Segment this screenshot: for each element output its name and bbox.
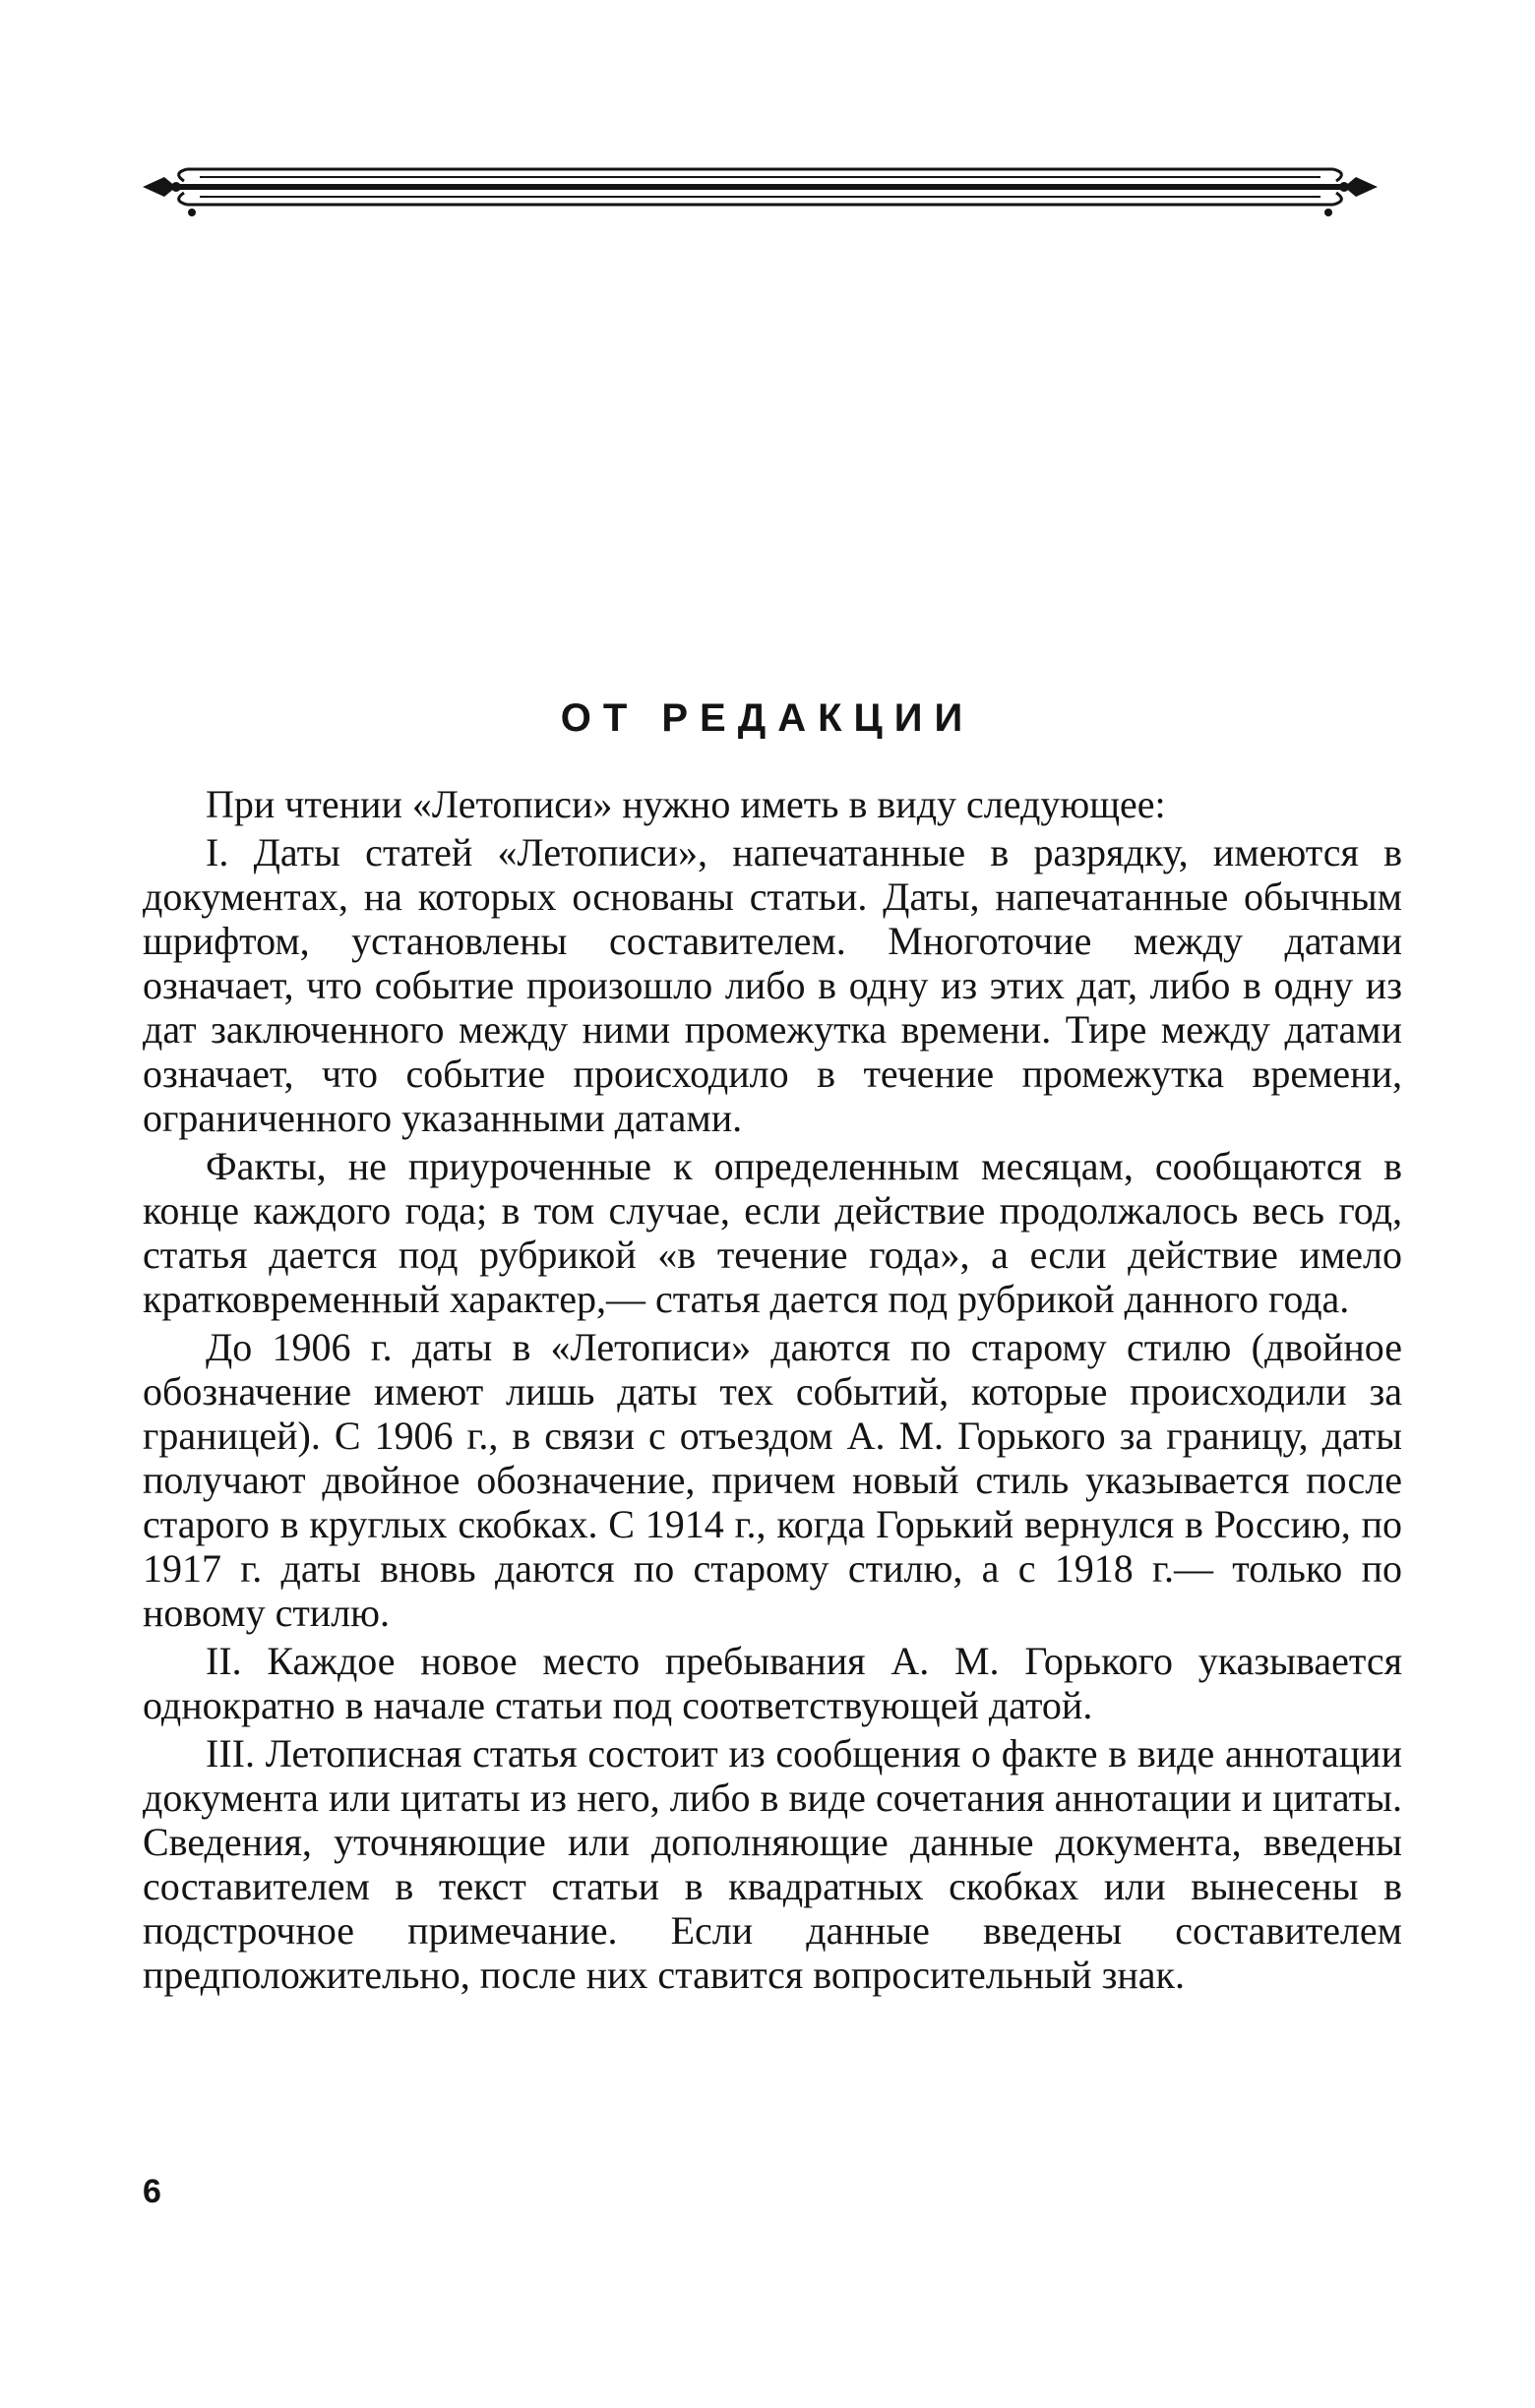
paragraph-section-2: II. Каждое новое место пребывания А. М. Горького указывается однократно в начале статьи под соответствующей датой. (143, 1639, 1402, 1727)
paragraph-facts: Факты, не приуроченные к определенным месяцам, сообщаются в конце каждого года; в том случае, если действие продолжалось весь год, статья дается под рубрикой «в течение года», а если действие имело кратковременный характер,— статья дается под рубрикой данного года. (143, 1144, 1402, 1321)
paragraph-intro: При чтении «Летописи» нужно иметь в виду следующее: (206, 782, 1166, 826)
page-heading: ОТ РЕДАКЦИИ (560, 696, 975, 740)
decorative-rule-icon (143, 148, 1378, 226)
body-text (143, 782, 1402, 1997)
paragraph-style-dates: До 1906 г. даты в «Летописи» даются по старому стилю (двойное обозначение имеют лишь даты тех событий, которые происходили за границей). С 1906 г., в связи с отъездом А. М. Горького за границу, даты получают двойное обозначение, причем новый стиль указывается после старого в круглых скобках. С 1914 г., когда Горький вернулся в Россию, по 1917 г. даты вновь даются по старому стилю, а с 1918 г.— только по новому стилю. (143, 1325, 1402, 1635)
paragraph-section-1: I. Даты статей «Летописи», напечатанные в разрядку, имеются в документах, на которых основаны статьи. Даты, напечатанные обычным шрифтом, установлены составителем. Многоточие между датами означает, что событие произошло либо в одну из этих дат, либо в одну из дат заключенного между ними промежутка времени. Тире между датами означает, что событие происходило в течение промежутка времени, ограниченного указанными датами. (143, 830, 1402, 1140)
page-number: 6 (143, 2173, 161, 2210)
paragraph-section-3: III. Летописная статья состоит из сообщения о факте в виде аннотации документа или цитаты из него, либо в виде сочетания аннотации и цитаты. Сведения, уточняющие или дополняющие данные документа, введены составителем в текст статьи в квадратных скобках или вынесены в подстрочное примечание. Если данные введены составителем предположительно, после них ставится вопросительный знак. (143, 1731, 1402, 1997)
